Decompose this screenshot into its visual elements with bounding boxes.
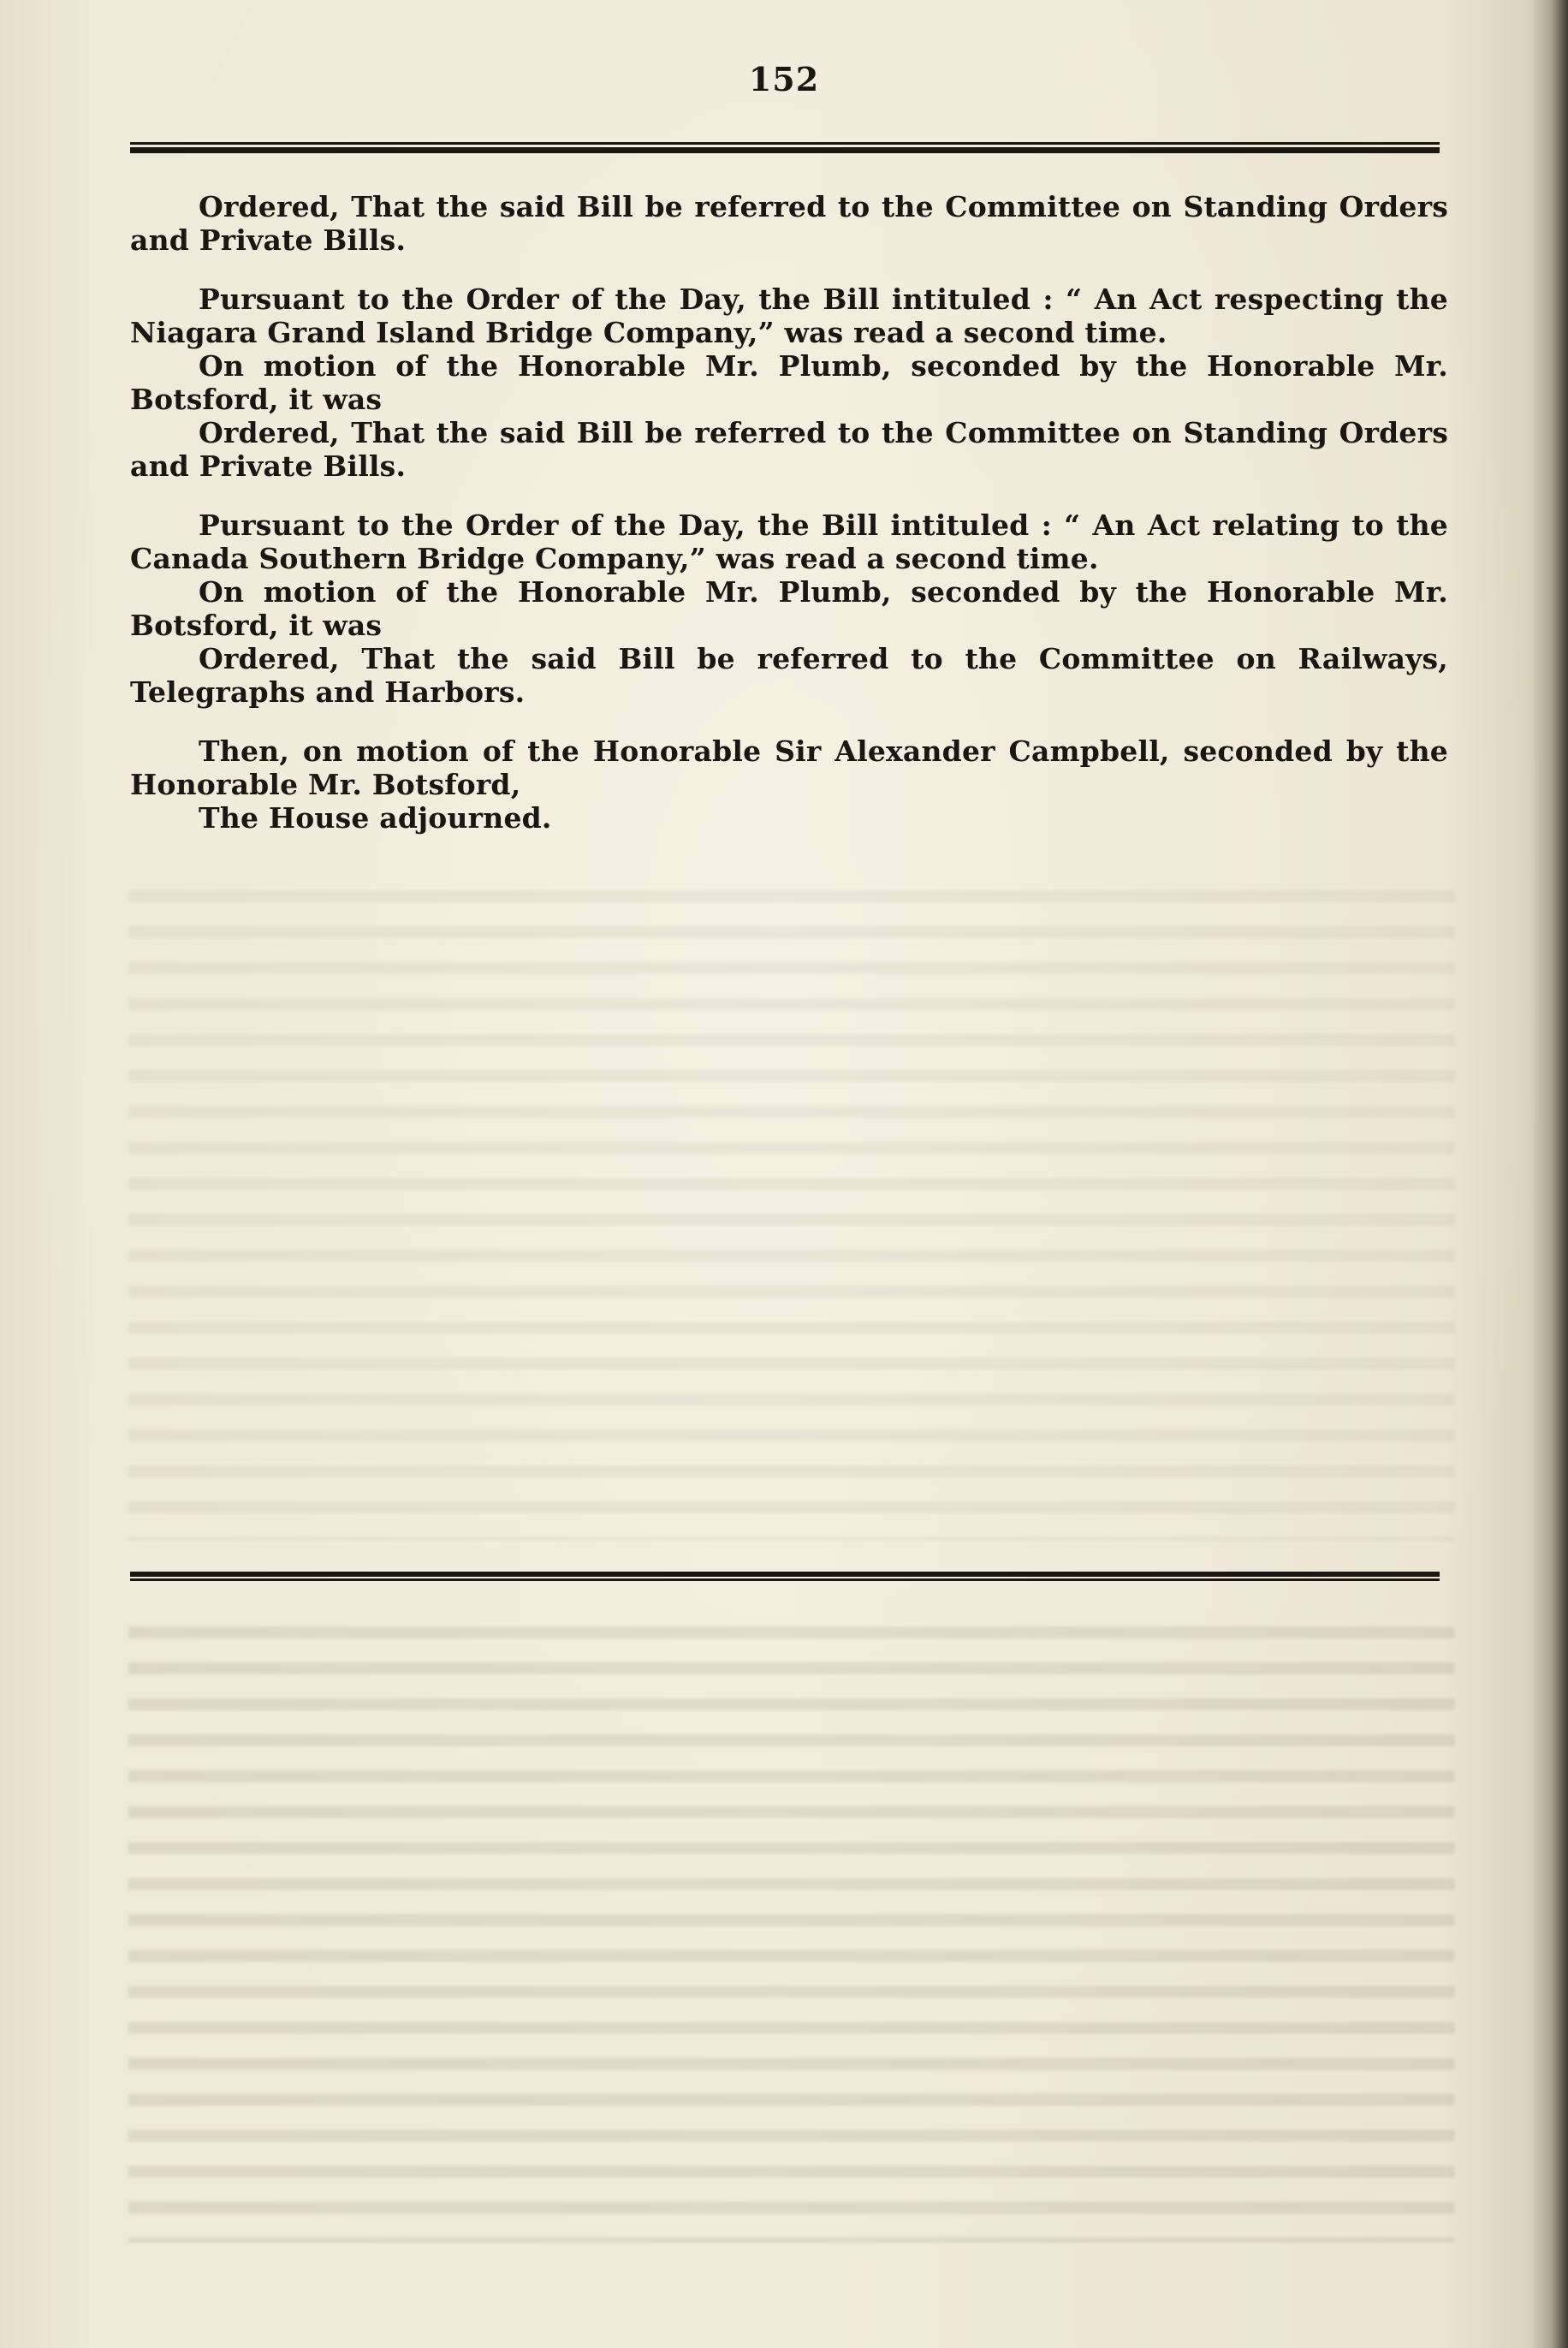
paragraph-motion-2: On motion of the Honorable Mr. Plumb, seconded by the Honorable Mr. Botsford, it was bbox=[130, 575, 1448, 642]
paragraph-pursuant-niagara: Pursuant to the Order of the Day, the Bill intituled : “ An Act respecting the Niagara Grand Island Bridge Company,” was read a second time. bbox=[130, 282, 1448, 349]
page-number: 152 bbox=[748, 60, 820, 98]
footer-rule-thick bbox=[130, 1572, 1440, 1577]
paragraph-ordered-2: Ordered, That the said Bill be referred to the Committee on Standing Orders and Private Bills. bbox=[130, 416, 1448, 483]
journal-text bbox=[130, 190, 1448, 835]
footer-rule bbox=[130, 1572, 1440, 1582]
footer-rule-thin bbox=[130, 1578, 1440, 1581]
header-rule-thick bbox=[130, 147, 1440, 153]
paragraph-motion-adjourn: Then, on motion of the Honorable Sir Alexander Campbell, seconded by the Honorable Mr. Botsford, bbox=[130, 734, 1448, 801]
paragraph-house-adjourned: The House adjourned. bbox=[199, 801, 552, 835]
header-rule-thin bbox=[130, 142, 1440, 145]
paragraph-ordered-3: Ordered, That the said Bill be referred to the Committee on Railways, Telegraphs and Harbors. bbox=[130, 642, 1448, 709]
show-through-text-upper bbox=[128, 890, 1455, 1541]
binding-shadow bbox=[1530, 0, 1568, 2348]
paragraph-motion-1: On motion of the Honorable Mr. Plumb, seconded by the Honorable Mr. Botsford, it was bbox=[130, 349, 1448, 416]
paragraph-pursuant-canada-southern: Pursuant to the Order of the Day, the Bill intituled : “ An Act relating to the Canada Southern Bridge Company,” was read a second time. bbox=[130, 508, 1448, 575]
show-through-text-lower bbox=[128, 1626, 1455, 2243]
header-rule bbox=[130, 142, 1440, 154]
paragraph-ordered-1: Ordered, That the said Bill be referred to the Committee on Standing Orders and Private Bills. bbox=[130, 190, 1448, 257]
